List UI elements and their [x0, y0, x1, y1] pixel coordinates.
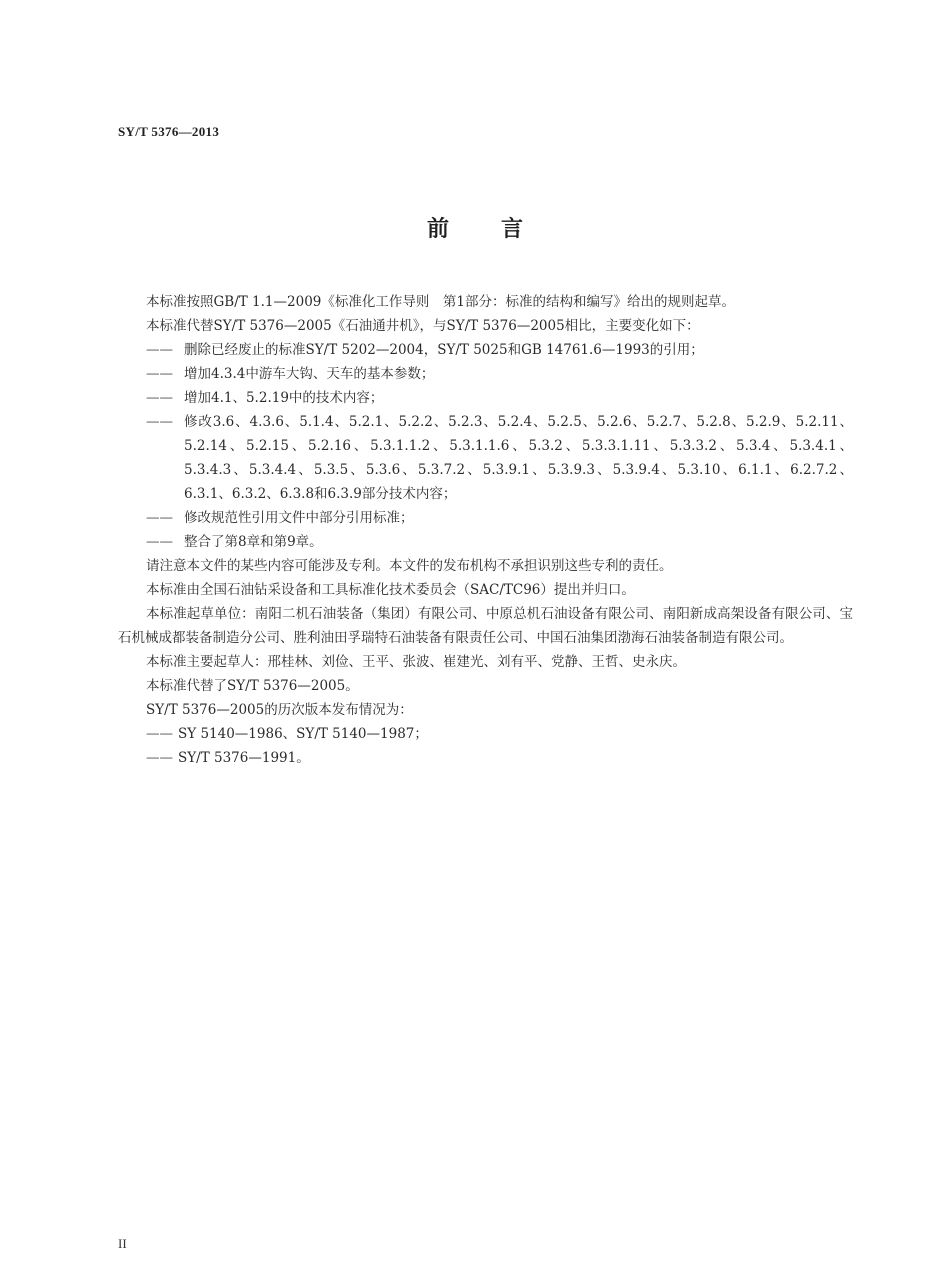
change-text: 修改3.6、4.3.6、5.1.4、5.2.1、5.2.2、5.2.3、5.2.4、5.2.5、5.2.6、5.2.7、5.2.8、5.2.9、5.2.11、5.2.14、5.2.15、5.2.16、5.3.1.1.2、5.3.1.1.6、5.3.2、5.3.3.1.11、5.3.3.2、5.3.4、5.3.4.1、5.3.4.3、5.3.4.4、5.3.5、5.3.6、5.3.7.2、5.3.9.1、5.3.9.3、5.3.9.4、5.3.10、6.1.1、6.2.7.2、6.3.1、6.3.2、6.3.8和6.3.9部分技术内容；: [184, 414, 853, 502]
list-item: [146, 362, 853, 386]
change-text: 增加4.3.4中游车大钩、天车的基本参数；: [184, 366, 435, 382]
standard-code-header: SY/T 5376—2013: [118, 124, 220, 139]
dash-marker: ——: [146, 534, 173, 550]
page-title: 前言: [426, 217, 575, 242]
history-text: SY 5140—1986、SY/T 5140—1987；: [178, 726, 428, 742]
dash-marker: ——: [146, 510, 173, 526]
paragraph-supersedes: 本标准代替了SY/T 5376—2005。: [146, 678, 359, 694]
dash-marker: ——: [146, 750, 173, 766]
dash-marker: ——: [146, 366, 173, 382]
dash-marker: ——: [146, 726, 173, 742]
paragraph-history-intro: SY/T 5376—2005的历次版本发布情况为：: [146, 702, 413, 718]
list-item: [146, 410, 853, 506]
foreword-body: [118, 290, 853, 770]
list-item: [146, 506, 853, 530]
dash-marker: ——: [146, 342, 173, 358]
list-item: [146, 530, 853, 554]
list-item: [146, 338, 853, 362]
change-text: 增加4.1、5.2.19中的技术内容；: [184, 390, 384, 406]
change-text: 删除已经废止的标准SY/T 5202—2004，SY/T 5025和GB 14761.6—1993的引用；: [184, 342, 704, 358]
change-text: 修改规范性引用文件中部分引用标准；: [184, 510, 414, 526]
history-text: SY/T 5376—1991。: [178, 750, 310, 766]
paragraph-proposer: 本标准由全国石油钻采设备和工具标准化技术委员会（SAC/TC96）提出并归口。: [146, 582, 635, 598]
change-text: 整合了第8章和第9章。: [184, 534, 323, 550]
dash-marker: ——: [146, 414, 173, 430]
paragraph-drafting-units: 本标准起草单位：南阳二机石油装备（集团）有限公司、中原总机石油设备有限公司、南阳新成高架设备有限公司、宝石机械成都装备制造分公司、胜利油田孚瑞特石油装备有限责任公司、中国石油集团渤海石油装备制造有限公司。: [118, 606, 853, 646]
list-item: [146, 746, 853, 770]
dash-marker: ——: [146, 390, 173, 406]
paragraph-drafters: 本标准主要起草人：邢桂林、刘俭、王平、张波、崔建光、刘有平、党静、王哲、史永庆。: [146, 654, 686, 670]
page-number: II: [118, 1236, 127, 1251]
paragraph-replacement: 本标准代替SY/T 5376—2005《石油通井机》，与SY/T 5376—2005相比，主要变化如下：: [146, 318, 700, 334]
list-item: [146, 386, 853, 410]
paragraph-patent-notice: 请注意本文件的某些内容可能涉及专利。本文件的发布机构不承担识别这些专利的责任。: [146, 558, 673, 574]
list-item: [146, 722, 853, 746]
changes-list: [118, 338, 853, 554]
paragraph-drafting-rules: 本标准按照GB/T 1.1—2009《标准化工作导则 第1部分：标准的结构和编写》给出的规则起草。: [146, 294, 735, 310]
